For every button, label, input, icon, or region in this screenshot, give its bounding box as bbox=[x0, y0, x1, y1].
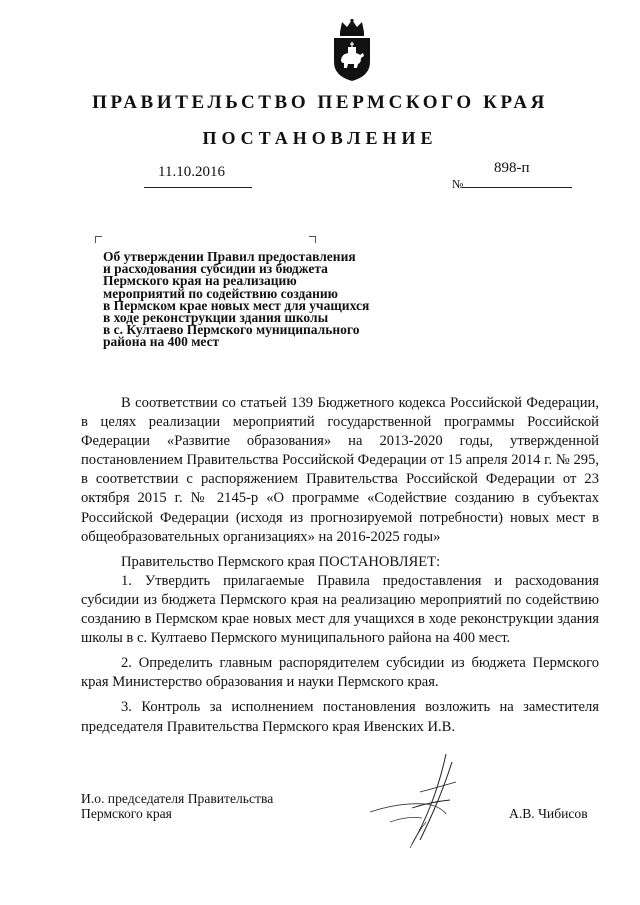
subject-line: Об утверждении Правил предоставления bbox=[103, 249, 356, 264]
item-paragraph-2: 2. Определить главным распорядителем субсидии из бюджета Пермского края Министерство образования и науки Пермского края. bbox=[81, 655, 599, 691]
subject-line: района на 400 мест bbox=[103, 334, 220, 350]
decree-paragraph: Правительство Пермского края ПОСТАНОВЛЯЕТ: bbox=[121, 553, 441, 570]
number-underline bbox=[462, 187, 572, 188]
government-title: ПРАВИТЕЛЬСТВО ПЕРМСКОГО КРАЯ bbox=[92, 92, 548, 113]
subject-line: Пермского края на реализацию bbox=[103, 273, 297, 289]
signer-title-line-2: Пермского края bbox=[81, 805, 172, 821]
subject-line: в Пермском крае новых мест для учащихся bbox=[103, 297, 370, 313]
item-paragraph-3: 3. Контроль за исполнением постановления возложить на заместителя председателя Правительства Пермского края Ивенских И.В. bbox=[81, 699, 599, 735]
number-sign: № bbox=[452, 177, 464, 191]
subject-line: в ходе реконструкции здания школы bbox=[103, 310, 329, 326]
subject-corner-left bbox=[95, 236, 102, 243]
subject-corner-right bbox=[309, 236, 316, 243]
handwritten-signature bbox=[360, 752, 480, 852]
signer-title bbox=[81, 792, 273, 821]
preamble-paragraph: В соответствии со статьей 139 Бюджетного кодекса Российской Федерации, в целях реализации мероприятий государственной программы Российской Федерации «Развитие образования» на 2013-2020 годы, утвержденной постановлением Правительства Российской Федерации от 15 апреля 2014 г. № 295, в соответствии с распоряжением Правительства Российской Федерации от 23 октября 2015 г. № 2145-р «О программе «Содействие созданию в субъектах Российской Федерации (исходя из прогнозируемой потребности) новых мест в общеобразовательных организациях» на 2016-2025 годы» bbox=[81, 395, 599, 545]
document-body bbox=[81, 394, 599, 737]
perm-krai-coat-of-arms-icon bbox=[330, 18, 374, 82]
subject-line: мероприятий по содействию созданию bbox=[103, 285, 338, 301]
document-type: ПОСТАНОВЛЕНИЕ bbox=[202, 128, 438, 148]
date-underline bbox=[144, 187, 252, 188]
document-subject bbox=[103, 251, 423, 349]
document-date: 11.10.2016 bbox=[158, 164, 225, 180]
subject-line: в с. Култаево Пермского муниципального bbox=[103, 322, 360, 338]
signer-name: А.В. Чибисов bbox=[509, 806, 588, 821]
signer-title-line-1: И.о. председателя Правительства bbox=[81, 791, 274, 806]
subject-line: и расходования субсидии из бюджета bbox=[103, 261, 328, 277]
item-paragraph-1: 1. Утвердить прилагаемые Правила предоставления и расходования субсидии из бюджета Пермского края на реализацию мероприятий по содействию созданию в Пермском крае новых мест для учащихся в ходе реконструкции здания школы в с. Култаево Пермского муниципального района на 400 мест. bbox=[81, 572, 599, 647]
document-number: 898-п bbox=[494, 160, 530, 176]
